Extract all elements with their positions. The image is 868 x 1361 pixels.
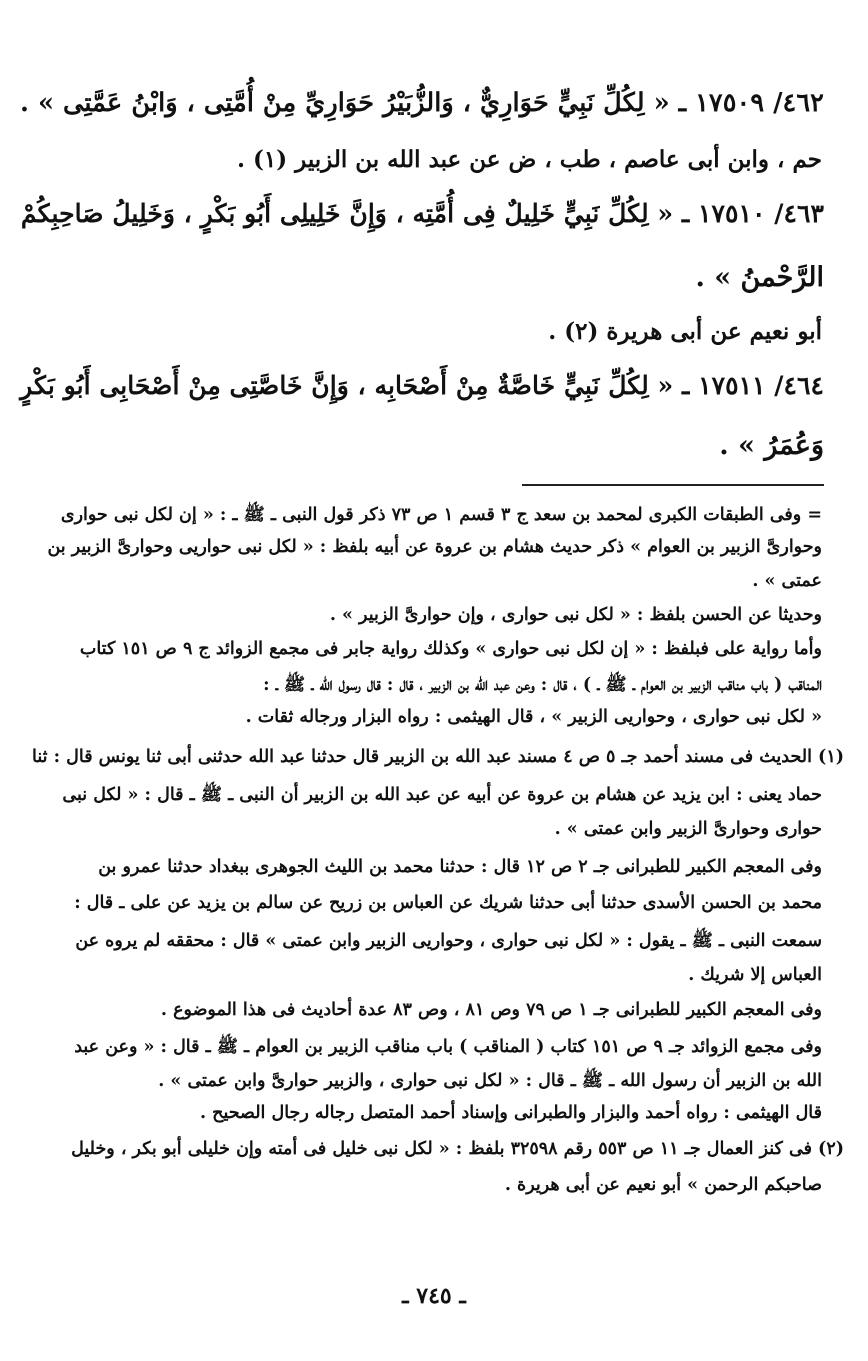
footnote-line: المناقب ( باب مناقب الزبير بن العوام ـ ﷺ ـ ) ، قال : وعن عبد الله بن الزبير ، قال : قال رسول الله ـ ﷺ ـ :	[263, 675, 822, 695]
hadith-464-text-cont: وَعُمَرُ » .	[719, 430, 824, 461]
footnote-line: الله بن الزبير أن رسول الله ـ ﷺ ـ قال : « لكل نبى حوارى ، والزبير حوارىَّ وابن عمتى » .	[158, 1071, 822, 1091]
footnote-line: قال الهيثمى : رواه أحمد والبزار والطبرانى وإسناد أحمد المتصل رجاله رجال الصحيح .	[199, 1103, 822, 1123]
hadith-462-text: ٤٦٢/ ١٧٥٠٩ ـ « لِكُلِّ نَبِيٍّ حَوَارِيٌّ ، وَالزُّبَيْرُ حَوَارِيِّ مِنْ أُمَّتِى ، وَابْنُ عَمَّتِى » .	[20, 88, 824, 118]
footnote-line: محمد بن الحسن الأسدى حدثنا أبى حدثنا شريك عن العباس بن زريح عن سالم بن يزيد عن على ـ قال :	[74, 893, 822, 913]
footnote-line: عمتى » .	[752, 571, 822, 591]
hadith-464-text: ٤٦٤/ ١٧٥١١ ـ « لِكُلِّ نَبِيٍّ خَاصَّةٌ مِنْ أَصْحَابِه ، وَإِنَّ خَاصَّتِى مِنْ أَصْحَابِى أَبُو بَكْرٍ	[20, 370, 824, 400]
hadith-463-source: أبو نعيم عن أبى هريرة (٢) .	[548, 318, 822, 345]
footnote-line: سمعت النبى ـ ﷺ ـ يقول : « لكل نبى حوارى ، وحواريى الزبير وابن عمتى » قال : محققه لم يروه عن	[75, 931, 822, 951]
footnote-line: وحوارىَّ الزبير بن العوام » ذكر حديث هشام بن عروة عن أبيه بلفظ : « لكل نبى حواريى وحوارىَّ الزبير بن	[47, 537, 822, 557]
footnote-line: « لكل نبى حوارى ، وحواريى الزبير » ، قال الهيثمى : رواه البزار ورجاله ثقات .	[245, 707, 822, 727]
page-number: ـ ٧٤٥ ـ	[402, 1283, 466, 1309]
hadith-463-text: ٤٦٣/ ١٧٥١٠ ـ « لِكُلِّ نَبِيٍّ خَلِيلٌ فِى أُمَّتِه ، وَإِنَّ خَلِيلِى أَبُو بَكْرٍ ، وَخَلِيلُ صَاحِبِكُمْ	[20, 198, 824, 228]
hadith-463-text-cont: الرَّحْمنُ » .	[695, 262, 824, 293]
footnote-line: صاحبكم الرحمن » أبو نعيم عن أبى هريرة .	[504, 1175, 822, 1195]
footnote-line: العباس إلا شريك .	[688, 965, 822, 985]
footnote-line: وفى المعجم الكبير للطبرانى جـ ٢ ص ١٢ قال : حدثنا محمد بن الليث الجوهرى ببغداد حدثنا عمرو بن	[98, 857, 822, 877]
footnote-2-start: (٢) فى كنز العمال جـ ١١ ص ٥٥٣ رقم ٣٢٥٩٨ بلفظ : « لكل نبى خليل فى أمته وإن خليلى أبو بكر ، وخليل	[71, 1139, 844, 1159]
footnote-line: = وفى الطبقات الكبرى لمحمد بن سعد ج ٣ قسم ١ ص ٧٣ ذكر قول النبى ـ ﷺ ـ : « إن لكل نبى حوارى	[60, 505, 822, 525]
footnote-line: وفى مجمع الزوائد جـ ٩ ص ١٥١ كتاب ( المناقب ) باب مناقب الزبير بن العوام ـ ﷺ ـ قال : « وعن عبد	[74, 1037, 822, 1057]
footnote-separator	[522, 484, 824, 486]
footnote-line: وحديثا عن الحسن بلفظ : « لكل نبى حوارى ، وإن حوارىَّ الزبير » .	[329, 605, 822, 625]
hadith-462-source: حم ، وابن أبى عاصم ، طب ، ض عن عبد الله بن الزبير (١) .	[236, 146, 822, 173]
footnote-1-start: (١) الحديث فى مسند أحمد جـ ٥ ص ٤ مسند عبد الله بن الزبير قال حدثنا عبد الله حدثنى أبى ثنا يونس قال : ثنا	[32, 747, 844, 767]
footnote-line: وفى المعجم الكبير للطبرانى جـ ١ ص ٧٩ وص ٨١ ، وص ٨٣ عدة أحاديث فى هذا الموضوع .	[160, 1000, 822, 1020]
footnote-line: وأما رواية على فبلفظ : « إن لكل نبى حوارى » وكذلك رواية جابر فى مجمع الزوائد ج ٩ ص ١٥١ كتاب	[79, 639, 822, 659]
footnote-line: حوارى وحوارىَّ الزبير وابن عمتى » .	[554, 819, 822, 839]
footnote-line: حماد يعنى : ابن يزيد عن هشام بن عروة عن أبيه عن عبد الله بن الزبير أن النبى ـ ﷺ ـ قال : « لكل نبى	[62, 785, 822, 805]
